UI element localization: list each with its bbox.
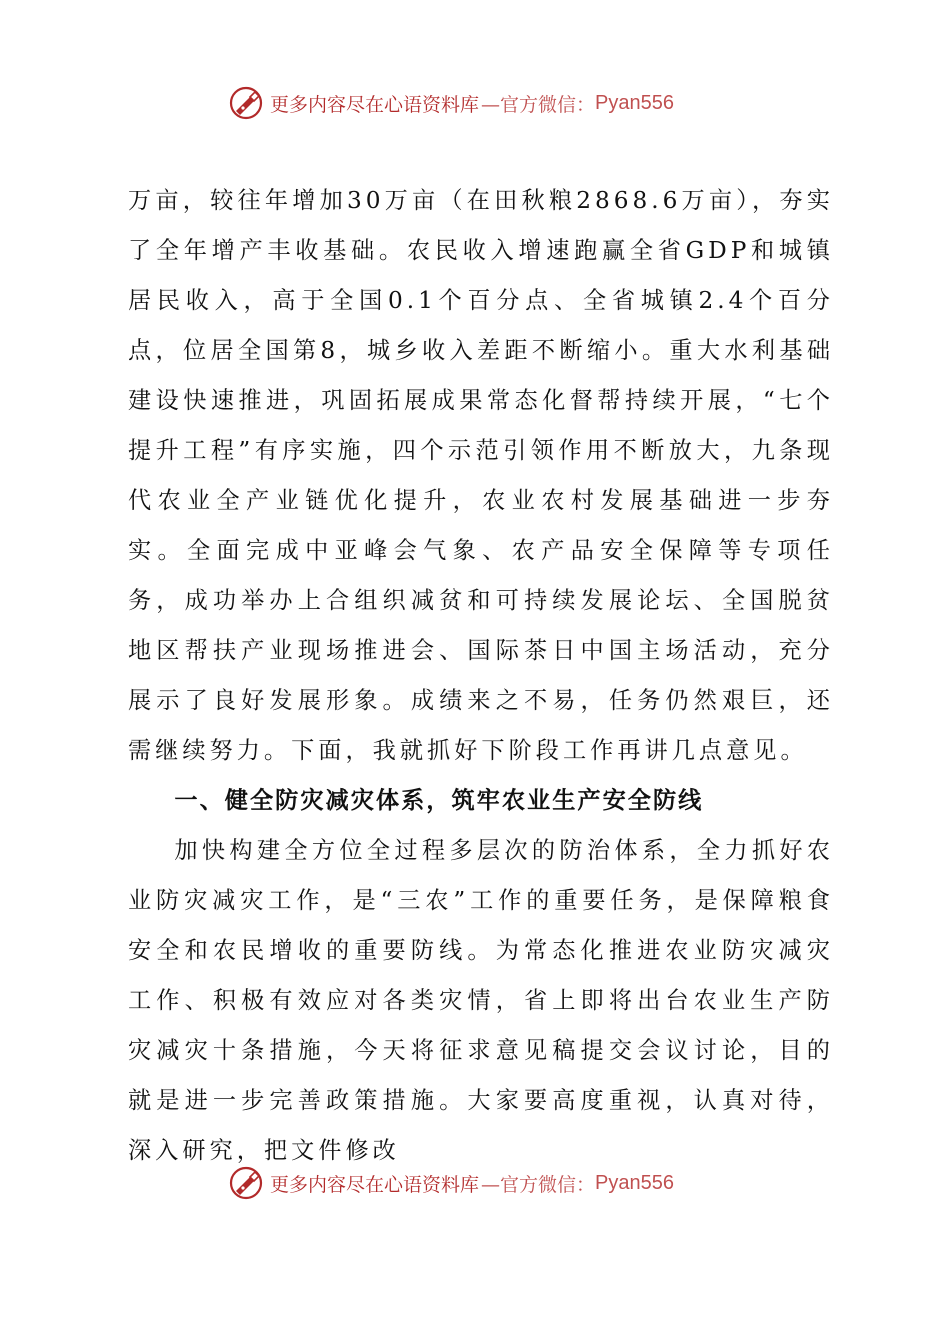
banner-wechat-handle: Pyan556 [595, 91, 674, 114]
banner-title: 更多内容尽在心语资料库 [270, 1173, 480, 1196]
banner-wechat-label: —官方微信： [481, 93, 596, 116]
banner-wechat-handle: Pyan556 [595, 1171, 674, 1194]
pen-nib-logo-icon [228, 1165, 264, 1201]
banner-title: 更多内容尽在心语资料库 [270, 93, 480, 116]
body-paragraph: 万亩，较往年增加30万亩（在田秋粮2868.6万亩），夯实了全年增产丰收基础。农民收入增速跑赢全省GDP和城镇居民收入，高于全国0.1个百分点、全省城镇2.4个百分点，位居全国第8，城乡收入差距不断缩小。重大水利基础建设快速推进，巩固拓展成果常态化督帮持续开展，“七个提升工程”有序实施，四个示范引领作用不断放大，九条现代农业全产业链优化提升，农业农村发展基础进一步夯实。全面完成中亚峰会气象、农产品安全保障等专项任务，成功举办上合组织减贫和可持续发展论坛、全国脱贫地区帮扶产业现场推进会、国际茶日中国主场活动，充分展示了良好发展形象。成绩来之不易，任务仍然艰巨，还需继续努力。下面，我就抓好下阶段工作再讲几点意见。 [128, 187, 834, 764]
banner-wechat-label: —官方微信： [481, 1173, 596, 1196]
section-heading: 一、健全防灾减灾体系，筑牢农业生产安全防线 [174, 787, 704, 814]
footer-banner [228, 1163, 748, 1203]
document-body [128, 176, 834, 1176]
pen-nib-logo-icon [228, 85, 264, 121]
body-paragraph: 加快构建全方位全过程多层次的防治体系，全力抓好农业防灾减灾工作，是“三农”工作的重要任务，是保障粮食安全和农民增收的重要防线。为常态化推进农业防灾减灾工作、积极有效应对各类灾情，省上即将出台农业生产防灾减灾十条措施，今天将征求意见稿提交会议讨论，目的就是进一步完善政策措施。大家要高度重视，认真对待，深入研究，把文件修改 [128, 837, 834, 1164]
header-banner [228, 83, 748, 123]
